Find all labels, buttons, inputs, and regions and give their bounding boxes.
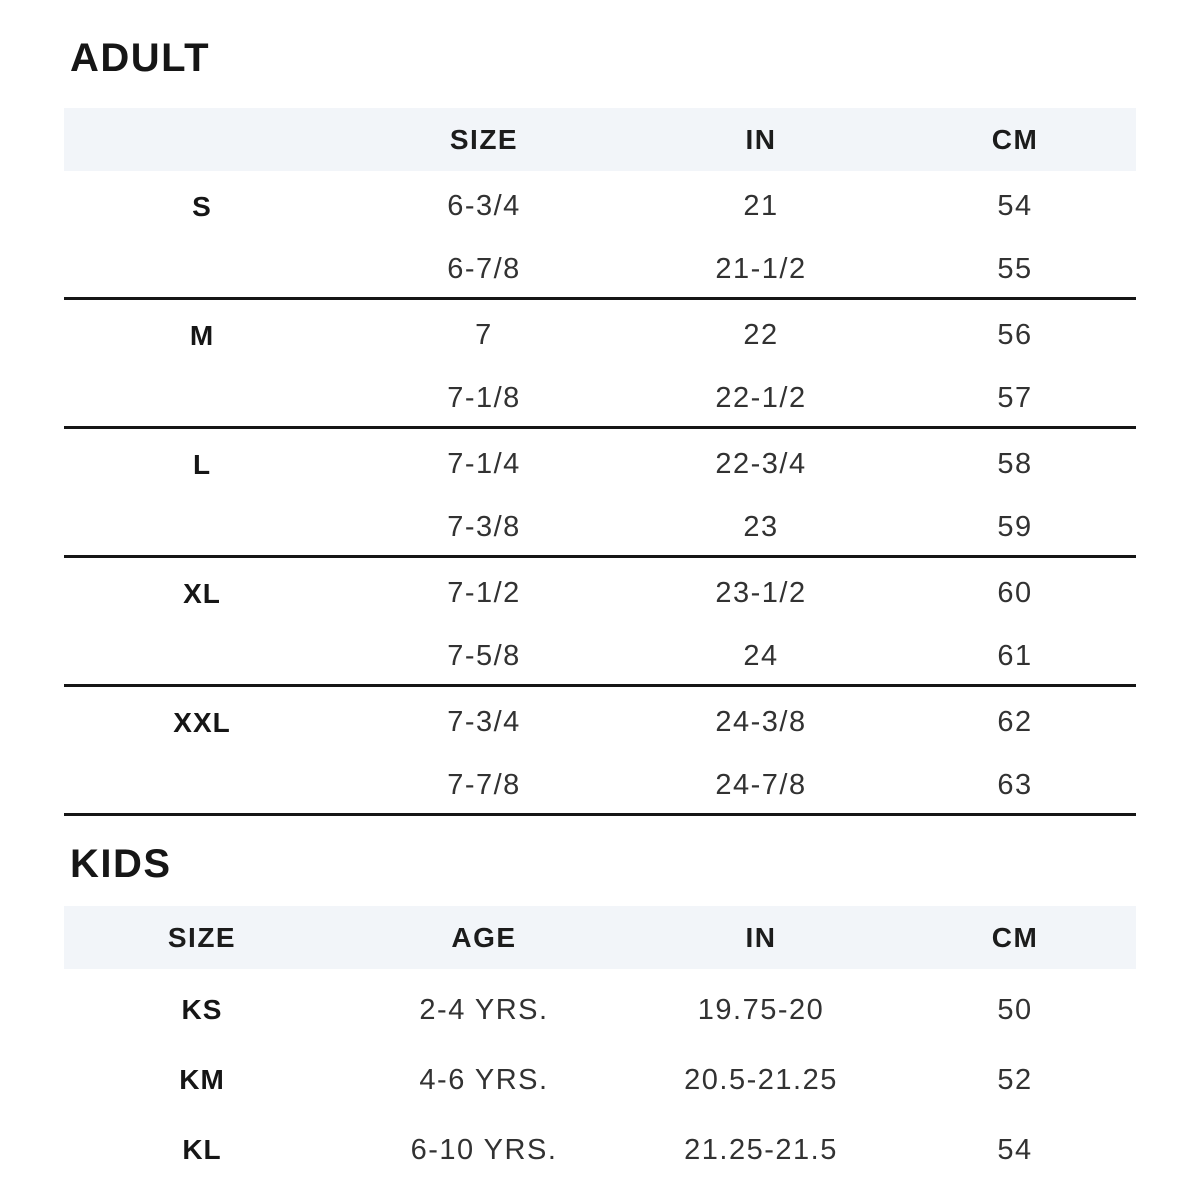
inches-cell: 21 — [743, 190, 779, 222]
cm-cell: 57 — [894, 363, 1136, 428]
cm-cell: 60 — [997, 577, 1033, 609]
table-row — [64, 299, 1136, 364]
kids-table-header — [64, 906, 1136, 969]
table-row — [64, 428, 1136, 493]
hat-size-cell: 7 — [475, 319, 493, 351]
table-row — [64, 750, 1136, 815]
cm-cell: 58 — [997, 448, 1033, 480]
size-label-cell: S — [192, 190, 212, 222]
size-label-cell: M — [189, 319, 215, 351]
kids-size-table — [64, 906, 1136, 1179]
size-label-cell: XL — [183, 577, 221, 609]
table-row — [64, 621, 1136, 686]
table-row — [64, 171, 1136, 234]
column-header-in: IN — [628, 108, 894, 171]
table-row — [64, 234, 1136, 299]
hat-size-cell: 7-5/8 — [340, 621, 628, 686]
column-header-empty — [64, 108, 340, 171]
hat-size-cell: 7-1/2 — [447, 577, 521, 609]
column-header-in: IN — [628, 906, 894, 969]
cm-cell: 62 — [997, 706, 1033, 738]
table-row — [64, 1109, 1136, 1179]
inches-cell: 24 — [628, 621, 894, 686]
cm-cell: 52 — [997, 1063, 1033, 1096]
size-label-cell — [64, 750, 340, 815]
age-cell: 6-10 YRS. — [410, 1133, 558, 1166]
kids-section-title: KIDS — [70, 842, 172, 886]
column-header-size: SIZE — [340, 108, 628, 171]
size-label-cell — [64, 621, 340, 686]
cm-cell: 63 — [894, 750, 1136, 815]
cm-cell: 50 — [997, 993, 1033, 1026]
size-label-cell: KM — [179, 1064, 225, 1095]
age-cell: 2-4 YRS. — [419, 993, 549, 1026]
cm-cell: 54 — [997, 190, 1033, 222]
hat-size-cell: 7-1/8 — [340, 363, 628, 428]
header-row — [64, 108, 1136, 171]
size-label-cell: KL — [182, 1134, 222, 1165]
header-row — [64, 906, 1136, 969]
cm-cell: 56 — [997, 319, 1033, 351]
inches-cell: 21.25-21.5 — [684, 1133, 838, 1166]
adult-section-title: ADULT — [70, 36, 211, 80]
adult-size-section — [0, 38, 1200, 816]
table-row — [64, 557, 1136, 622]
size-label-cell — [64, 492, 340, 557]
inches-cell: 23 — [628, 492, 894, 557]
size-label-cell: KS — [181, 994, 223, 1025]
hat-size-cell: 7-7/8 — [340, 750, 628, 815]
column-header-cm: CM — [894, 906, 1136, 969]
age-cell: 4-6 YRS. — [419, 1063, 549, 1096]
cm-cell: 55 — [894, 234, 1136, 299]
inches-cell: 22-1/2 — [628, 363, 894, 428]
cm-cell: 54 — [997, 1133, 1033, 1166]
hat-size-cell: 7-3/4 — [447, 706, 521, 738]
cm-cell: 61 — [894, 621, 1136, 686]
table-row — [64, 363, 1136, 428]
size-label-cell: XXL — [173, 706, 231, 738]
kids-table-body — [64, 969, 1136, 1179]
hat-size-cell: 6-3/4 — [447, 190, 521, 222]
inches-cell: 22 — [743, 319, 779, 351]
table-row — [64, 969, 1136, 1039]
hat-size-cell: 6-7/8 — [340, 234, 628, 299]
inches-cell: 22-3/4 — [715, 448, 807, 480]
inches-cell: 24-7/8 — [628, 750, 894, 815]
hat-size-cell: 7-1/4 — [447, 448, 521, 480]
size-label-cell — [64, 234, 340, 299]
adult-table-body — [64, 171, 1136, 815]
kids-size-section — [0, 844, 1200, 1179]
inches-cell: 20.5-21.25 — [684, 1063, 838, 1096]
inches-cell: 19.75-20 — [697, 993, 825, 1026]
table-row — [64, 686, 1136, 751]
hat-size-cell: 7-3/8 — [340, 492, 628, 557]
size-label-cell — [64, 363, 340, 428]
column-header-age: AGE — [340, 906, 628, 969]
column-header-size: SIZE — [64, 906, 340, 969]
inches-cell: 24-3/8 — [715, 706, 807, 738]
adult-size-table — [64, 108, 1136, 816]
cm-cell: 59 — [894, 492, 1136, 557]
table-row — [64, 492, 1136, 557]
adult-table-header — [64, 108, 1136, 171]
inches-cell: 23-1/2 — [715, 577, 807, 609]
column-header-cm: CM — [894, 108, 1136, 171]
inches-cell: 21-1/2 — [628, 234, 894, 299]
table-row — [64, 1039, 1136, 1109]
size-label-cell: L — [192, 448, 212, 480]
